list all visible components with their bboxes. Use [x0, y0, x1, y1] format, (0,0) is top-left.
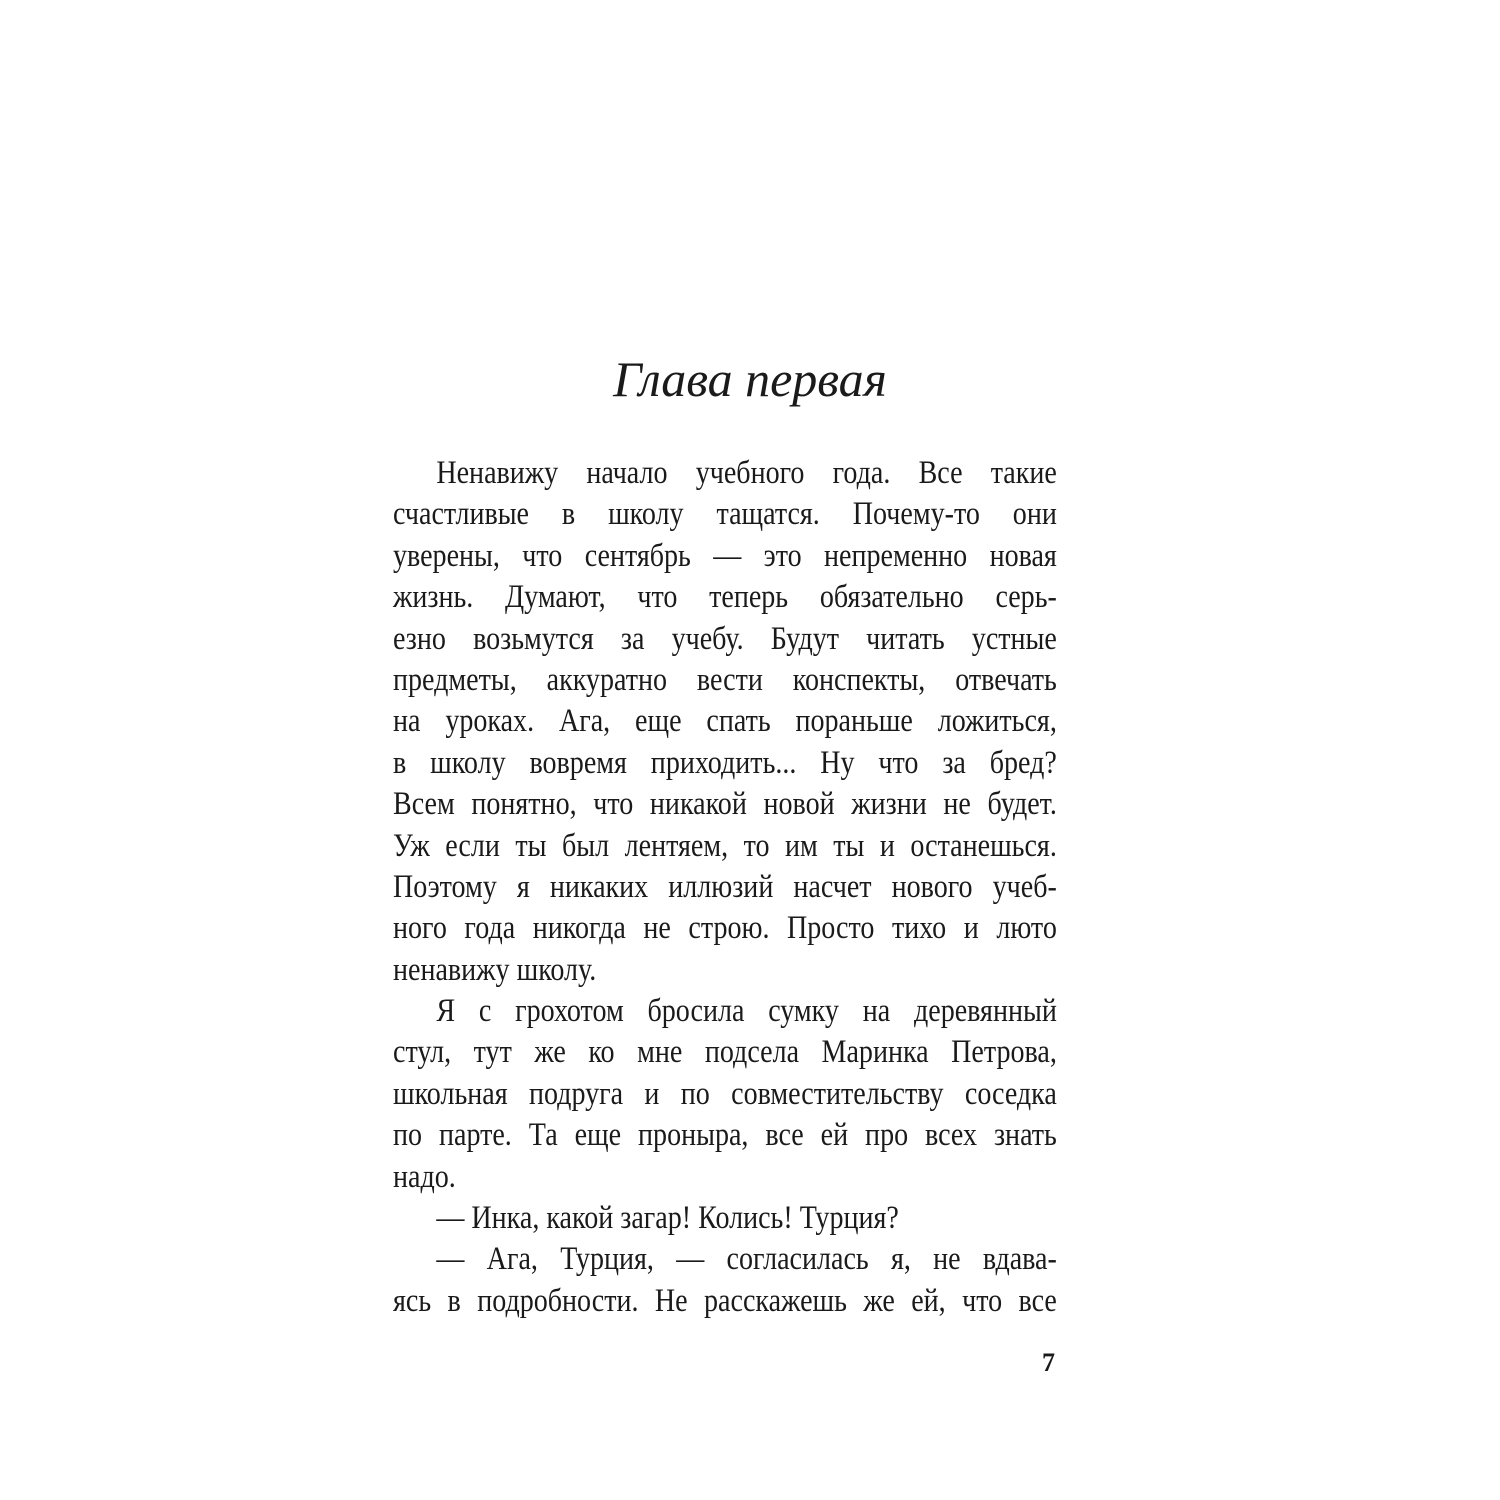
body-text — [393, 453, 1057, 1322]
text-line: предметы, аккуратно вести конспекты, отвечать — [393, 661, 1057, 698]
text-line: по парте. Та еще проныра, все ей про всех знать — [393, 1117, 1057, 1154]
text-line: Я с грохотом бросила сумку на деревянный — [436, 993, 1057, 1030]
text-line: Поэтому я никаких иллюзий насчет нового учеб- — [393, 868, 1057, 905]
text-line: надо. — [393, 1158, 456, 1195]
text-line: езно возьмутся за учебу. Будут читать устные — [393, 620, 1057, 657]
text-line: уверены, что сентябрь — это непременно новая — [393, 537, 1057, 574]
text-line: счастливые в школу тащатся. Почему-то они — [393, 496, 1057, 533]
text-line: в школу вовремя приходить... Ну что за бред? — [393, 744, 1057, 781]
text-line: школьная подруга и по совместительству соседка — [393, 1075, 1057, 1112]
chapter-title: Глава первая — [613, 351, 887, 407]
text-line: ясь в подробности. Не расскажешь же ей, что все — [393, 1282, 1057, 1319]
text-line: Уж если ты был лентяем, то им ты и останешься. — [393, 827, 1057, 864]
text-line: жизнь. Думают, что теперь обязательно серь- — [393, 579, 1057, 616]
text-line: — Инка, какой загар! Колись! Турция? — [436, 1200, 899, 1237]
text-line: стул, тут же ко мне подсела Маринка Петрова, — [393, 1034, 1057, 1071]
text-line: — Ага, Турция, — согласилась я, не вдава- — [436, 1241, 1057, 1278]
text-line: ненавижу школу. — [393, 951, 597, 988]
text-line: Ненавижу начало учебного года. Все такие — [436, 455, 1057, 491]
text-line: Всем понятно, что никакой новой жизни не будет. — [393, 786, 1057, 823]
text-line: на уроках. Ага, еще спать пораньше ложиться, — [393, 703, 1057, 740]
page-number: 7 — [1042, 1348, 1055, 1377]
text-line: ного года никогда не строю. Просто тихо и люто — [393, 910, 1057, 947]
